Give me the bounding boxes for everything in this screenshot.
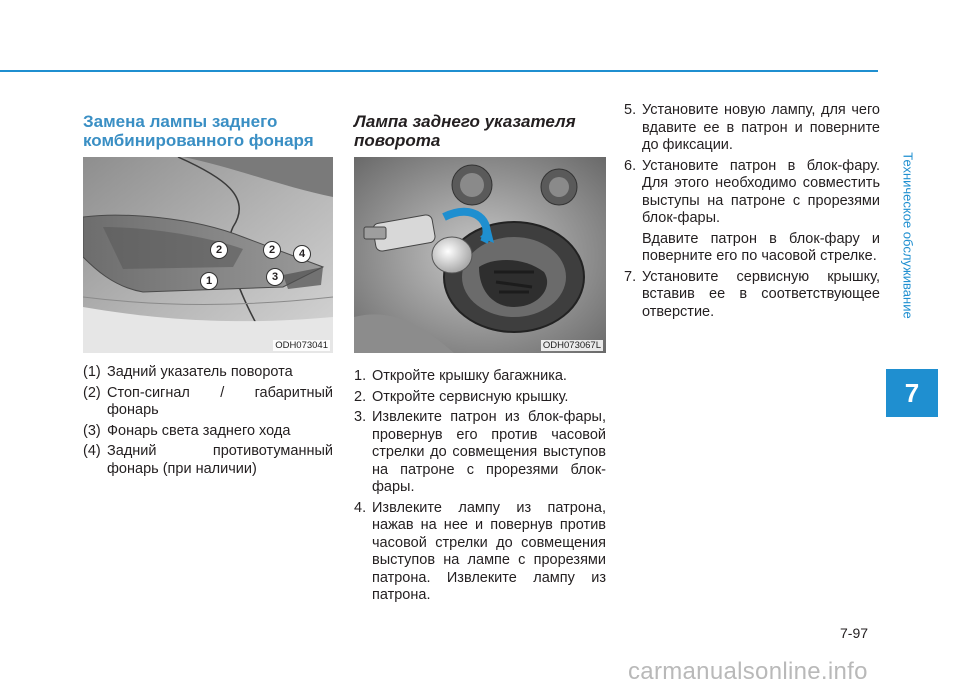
subsection-title: Лампа заднего указателя поворота [354, 112, 576, 150]
callout-2b: 2 [263, 241, 281, 259]
watermark: carmanualsonline.info [628, 658, 868, 685]
steps-list-part2 [624, 102, 880, 324]
list-item: 6. Установите патрон в блок-фару. Для этого необходимо совместить выступы на патроне с прорезями блок-фары. Вдавите патрон в блок-фару и поверните его по часовой стрелке. [624, 157, 880, 264]
lamp-legend-list [83, 364, 333, 481]
callout-3: 3 [266, 268, 284, 286]
page-number: 7-97 [840, 625, 869, 641]
list-item: (2) Стоп-сигнал / габаритный фонарь [83, 384, 333, 418]
figure-code: ODH073041 [275, 340, 328, 351]
section-heading-block [83, 112, 333, 150]
figure-bulb-socket [354, 157, 606, 353]
top-rule [0, 70, 878, 72]
callout-2a: 2 [210, 241, 228, 259]
list-item: 4. Извлеките лампу из патрона, нажав на нее и повернув против часовой стрелки до совмещения выступов на лампе с прорезями патрона. Извлеките лампу из патрона. [354, 499, 606, 603]
list-item: (4) Задний противотуманный фонарь (при наличии) [83, 443, 333, 477]
list-item: 5. Установите новую лампу, для чего вдавите ее в патрон и поверните до фиксации. [624, 102, 880, 153]
callout-4: 4 [293, 245, 311, 263]
list-item: 3. Извлеките патрон из блок-фары, провернув его против часовой стрелки до совмещения выступов на патроне с прорезями блок-фары. [354, 409, 606, 495]
subsection-heading-block [354, 112, 606, 150]
figure-code: ODH073067L [542, 340, 601, 351]
chapter-number-box: 7 [886, 369, 938, 417]
socket-removal-illustration [354, 157, 606, 353]
section-title: Замена лампы заднего комбинированного фонаря [83, 112, 314, 150]
steps-list-part1 [354, 368, 606, 608]
callout-1: 1 [200, 272, 218, 290]
step-note: Вдавите патрон в блок-фару и поверните его по часовой стрелке. [642, 230, 880, 264]
list-item: 7. Установите сервисную крышку, вставив ее в соответствующее отверстие. [624, 268, 880, 320]
list-item: 1. Откройте крышку багажника. [354, 368, 567, 384]
side-chapter-title: Техническое обслуживание [900, 151, 916, 319]
list-item: (3) Фонарь света заднего хода [83, 422, 291, 439]
figure-rear-combination-lamp [83, 157, 333, 353]
list-item: (1) Задний указатель поворота [83, 364, 293, 380]
list-item: 2. Откройте сервисную крышку. [354, 388, 569, 405]
